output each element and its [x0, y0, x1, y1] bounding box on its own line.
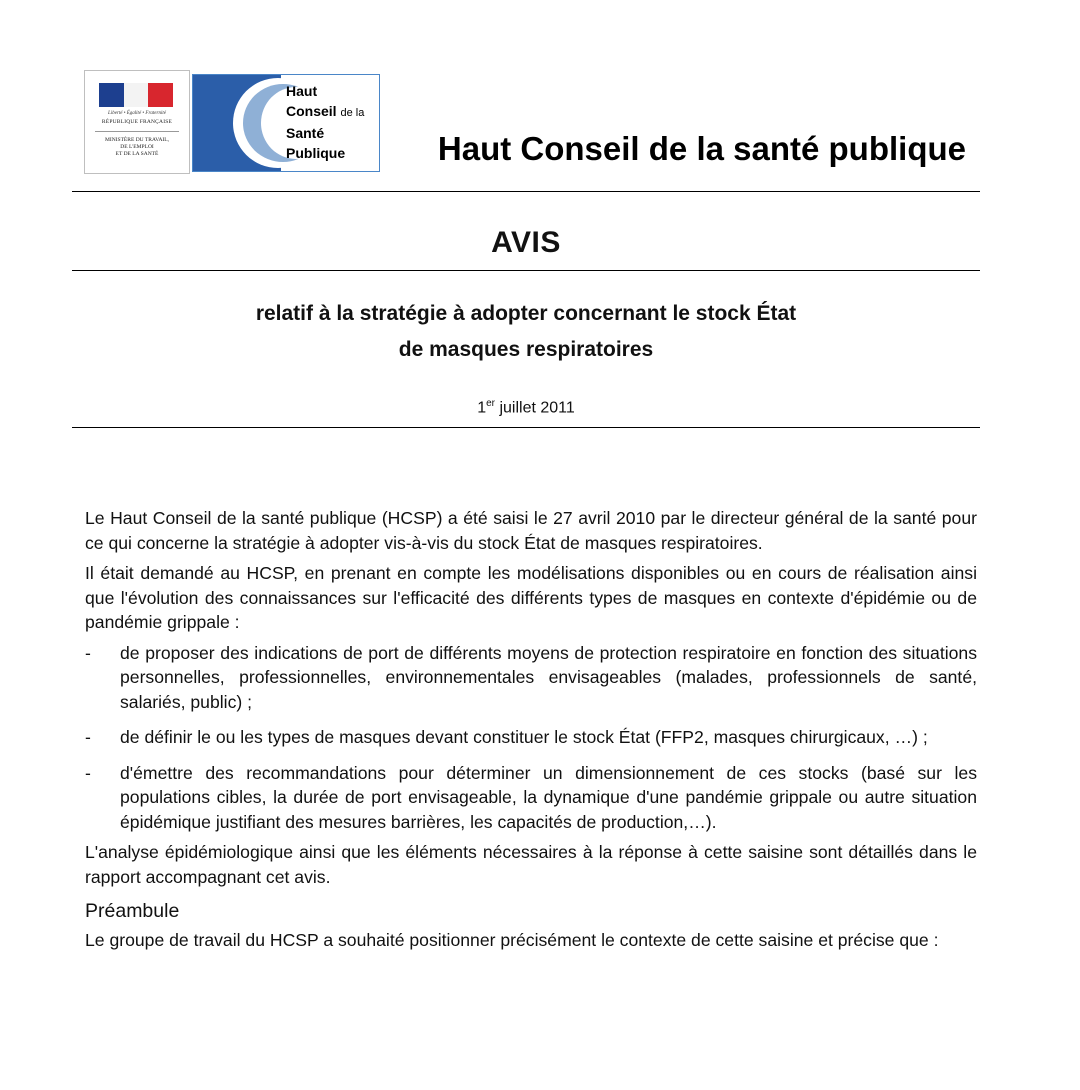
list-item: - d'émettre des recommandations pour déterminer un dimensionnement de ces stocks (basé sur les populations cibles, la durée de port envisageable, la dynamique d'une pandémie grippale ou autre situation épidémique justifiant des mesures barrières, les capacités de production,…). — [85, 762, 977, 832]
dash-bullet: - — [85, 727, 91, 747]
document-subtitle: relatif à la stratégie à adopter concernant le stock État de masques respiratoires — [255, 302, 797, 361]
title-rule — [72, 270, 980, 271]
organization-title: Haut Conseil de la santé publique — [437, 130, 966, 167]
rf-divider — [95, 131, 179, 132]
paragraph: Le Haut Conseil de la santé publique (HCSP) a été saisi le 27 avril 2010 par le directeur général de la santé pour ce qui concerne la stratégie à adopter vis-à-vis du stock État de masques respiratoires. — [85, 508, 977, 553]
dash-bullet: - — [85, 762, 91, 783]
rf-name: RÉPUBLIQUE FRANÇAISE — [101, 119, 173, 125]
header-rule — [72, 191, 980, 192]
republique-francaise-logo — [84, 70, 190, 174]
page-header — [84, 70, 980, 174]
bullet-list — [85, 641, 977, 835]
date-rule — [72, 427, 980, 428]
hcsp-logo — [192, 74, 380, 172]
dash-bullet: - — [85, 642, 91, 663]
document-body — [85, 506, 977, 958]
marianne-flag-icon — [99, 83, 173, 107]
rf-motto: Liberté • Égalité • Fraternité — [108, 111, 166, 116]
paragraph: Il était demandé au HCSP, en prenant en compte les modélisations disponibles ou en cours de réalisation ainsi que l'évolution des connaissances sur l'efficacité des différents types de masques en contexte d'épidémie ou de pandémie grippale : — [85, 563, 977, 632]
document-type: AVIS — [491, 226, 561, 259]
paragraph: Le groupe de travail du HCSP a souhaité positionner précisément le contexte de cette saisine et précise que : — [85, 929, 939, 950]
hcsp-logo-text: Haut Conseil de la Santé Publique — [286, 83, 365, 161]
rf-ministry: MINISTÈRE DU TRAVAIL, DE L'EMPLOI ET DE LA SANTÉ — [104, 137, 170, 157]
list-item: - de proposer des indications de port de différents moyens de protection respiratoire en fonction des situations personnelles, professionnelles, environnementales envisageables (malades, professionnels de santé, salariés, public) ; — [85, 642, 977, 712]
list-item: - de définir le ou les types de masques devant constituer le stock État (FFP2, masques chirurgicaux, …) ; — [85, 725, 977, 750]
document-date: 1er juillet 2011 — [477, 398, 575, 417]
section-heading: Préambule — [85, 900, 180, 922]
paragraph: L'analyse épidémiologique ainsi que les éléments nécessaires à la réponse à cette saisine sont détaillés dans le rapport accompagnant cet avis. — [85, 842, 977, 887]
